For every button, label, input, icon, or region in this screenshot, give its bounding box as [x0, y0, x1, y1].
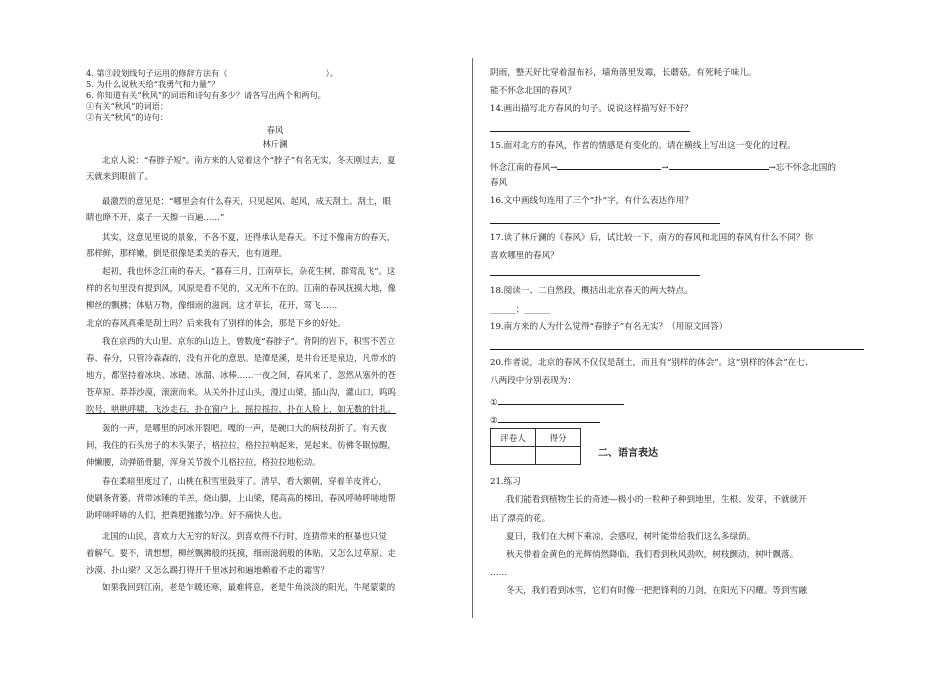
- question-19: 19.南方来的人为什么觉得“春脖子”有名无实？（用原文回答）: [490, 322, 728, 332]
- paragraph-1-line-1: 北京人说：“春脖子短”。南方来的人觉着这个“脖子”有名无实，冬天刚过去，夏: [102, 155, 396, 165]
- q21-ellipsis: ……: [490, 568, 508, 578]
- paragraph-8-line-2: 着解气。要不，请想想，柳丝飘拂般的抚摸，细雨滋润般的体贴，又怎么过草原、走: [86, 548, 396, 558]
- chain-mid: →: [661, 163, 669, 173]
- question-20-line-2: 八两段中分别表现为：: [490, 376, 576, 386]
- paragraph-7-line-1: 春在柔暗里度过了，山桃在积雪里鼓芽了。清早，看大额朝，穿着羊皮背心，: [102, 476, 387, 486]
- question-20-item-1: [490, 395, 624, 409]
- paragraph-4-line-2: 样的名句里没有提到风，风原是看不见的，又无所不在的。江南的春风抚摸大地，像: [86, 283, 396, 293]
- q21-paragraph-1-line-2: 出了漂亮的花。: [490, 514, 551, 524]
- q21-paragraph-5: 冬天，我们看到冰雪，它们有时像一把把锋利的刀剑，在阳光下闪耀。等到雪融: [506, 586, 807, 596]
- question-5: 5. 为什么说秋天给“我勇气和力量”？: [86, 79, 220, 89]
- article-title: 春风: [266, 125, 284, 135]
- paragraph-2-line-2: 睛也睁不开，桌子一天擦一百遍……”: [86, 212, 225, 222]
- question-17-line-1: 17.读了林斤澜的《春风》后，试比较一下，南方的春风和北国的春风有什么不同？你: [490, 233, 814, 243]
- continuation-line-1: 阴雨，整天好比穿着湿布衫，墙角落里发霉，长蘑菇，有死耗子味儿。: [490, 68, 757, 78]
- question-16: 16.文中画线句连用了三个“扑”字，有什么表达作用？: [490, 196, 693, 206]
- item-1-marker: ①: [490, 398, 498, 408]
- paragraph-5-line-5: 吹号，哄哄呼啸，飞沙走石，扑在窗户上，摇拉摇拉，扑在人脸上，如无数的针扎。: [86, 404, 396, 414]
- question-20-line-1: 20.作者说，北京的春风不仅仅是刮土，而且有“别样的体会”。这“别样的体会”在七、: [490, 358, 814, 368]
- paragraph-9-line-1: 如果我回到江南，老是乍暖还寒，最难将息，老是牛角淡淡的阳光，牛尾蒙蒙的: [102, 582, 396, 592]
- paragraph-6-line-1: 轰的一声，是哪里的河冰开裂吧。嘎的一声，是碗口大的病枝刮折了。有天夜: [102, 423, 387, 433]
- grader-cell[interactable]: [491, 447, 536, 465]
- paragraph-5-line-4: 苍草原、莽莽沙漠，滚滚而来。从关外扑过山头，漫过山梁，插山沟，灌山口，呜呜: [86, 387, 396, 397]
- paragraph-5-line-3: 地方，都坚持着冰块、冰碴、冰溜、冰棒……一夜之间，春风来了，忽然从塞外的苍: [86, 370, 396, 380]
- grader-table: [490, 428, 581, 465]
- paragraph-5-line-1: 我在京西的大山里、京东的山边上，曾数度“春脖子”。背阴的岩下，积雪不苦立: [102, 336, 396, 346]
- paragraph-6-line-3: 伸懒腰，动弹筋骨腿，浑身关节拨个儿格拉拉，格拉拉地松动。: [86, 457, 321, 467]
- q21-paragraph-1-line-1: 我们能看到植物生长的奇迹—极小的一粒种子种到地里，生根、发芽，不就就开: [506, 495, 807, 505]
- section-title: 二、语言表达: [598, 448, 658, 459]
- blank-15-2[interactable]: [669, 160, 769, 170]
- paragraph-8-line-3: 沙漠、扑山梁？又怎么踢打得开千里冰封和遍地赖着不走的霜雪？: [86, 565, 329, 575]
- question-4: 4. 第③段划线句子运用的修辞方法有（ ）。: [86, 68, 338, 78]
- paragraph-4-line-1: 起初，我也怀念江南的春天，“暮春三月，江南草长，杂花生树，群莺乱飞”。这: [102, 266, 396, 276]
- q21-paragraph-3: 秋天带着金黄色的光辉悄然降临。我们看到秋风劲吹，树枝颤动，树叶飘落。: [506, 550, 799, 560]
- blank-20-2[interactable]: [498, 413, 600, 423]
- question-6-words: ①有关“秋风”的词语：: [86, 101, 169, 111]
- paragraph-8-line-1: 北国的山民，喜欢力大无穷的好汉。到喜欢得不行时，连猜带来的枢暴也只觉: [102, 531, 387, 541]
- question-15: 15.面对北方的春风，作者的情感是有变化的。请在横线上写出这一变化的过程。: [490, 141, 796, 151]
- answer-line-19[interactable]: [490, 349, 864, 350]
- paragraph-6-line-2: 间，我住的石头房子的木头架子，格拉拉，格拉拉响起来，晃起来。仿佛冬眠惊醒，: [86, 440, 396, 450]
- question-6-poems: ②有关“秋风”的诗句：: [86, 112, 169, 122]
- paragraph-3-line-2: 那样鲜，那样嫩，倒是很像是柔美的春天，也有道理。: [86, 248, 287, 258]
- chain-start: 怀念江南的春风→: [490, 163, 558, 173]
- article-author: 林斤澜: [262, 139, 288, 149]
- question-6: 6. 你知道有关“秋风”的词语和诗句有多少？请各写出两个和两句。: [86, 90, 326, 100]
- question-14: 14.画出描写北方春风的句子。说说这样描写好不好？: [490, 104, 693, 114]
- question-18-answer[interactable]: ______；______: [490, 305, 551, 315]
- paragraph-4-end: 北京的春风真乘是刮土吗？后来我有了别样的体会，那是下乡的好处。: [86, 318, 346, 328]
- paragraph-5-line-2: 春、春分，只管冷森森的，没有开化的意思。是潭是溪，是井台还是泉边，凡带水的: [86, 353, 396, 363]
- chain-end: →忘不怀念北国的: [768, 163, 836, 173]
- paragraph-7-line-2: 使刷条背篓，背带冰锤的羊羔，烧山脚，上山梁，爬高高的梯田，春风呼哧呼哧地帮: [86, 493, 396, 503]
- item-2-marker: ②: [490, 416, 498, 426]
- question-17-line-2: 喜欢哪里的春风？: [490, 251, 559, 261]
- answer-line-17[interactable]: [490, 275, 700, 276]
- score-label: 得分: [536, 429, 581, 447]
- paragraph-7-line-3: 助呼哧呼哧的人们，把粪肥抛撒匀净。好不痛快人也。: [86, 510, 287, 520]
- continuation-line-2: 能不怀念北国的春风？: [490, 86, 576, 96]
- paragraph-2-line-1: 最激烈的意见是：“哪里会有什么春天，只见起风、起风，成天刮土、刮土，眼: [102, 196, 392, 206]
- q21-paragraph-2: 夏日，我们在大树下乘凉，会感叹，树叶能带给我们这么多绿荫。: [506, 532, 756, 542]
- question-20-item-2: [490, 413, 600, 427]
- blank-15-1[interactable]: [557, 160, 661, 170]
- score-cell[interactable]: [536, 447, 581, 465]
- question-15-chain: [490, 160, 836, 174]
- question-15-end: 春风: [490, 178, 508, 188]
- paragraph-3: 其实，这意见里说的景象，不各不夏，还得承认是春天。不过不像南方的春天，: [102, 232, 396, 242]
- paragraph-4-line-3: 柳丝的飘拂；体贴万物，像细雨的滋润。这才草长，花开，莺飞……: [86, 300, 338, 310]
- answer-line-16[interactable]: [490, 223, 720, 224]
- question-21: 21.练习: [490, 477, 521, 487]
- answer-line-14[interactable]: [490, 131, 690, 132]
- question-18: 18.阅读一、二自然段，概括出北京春天的两大特点。: [490, 286, 693, 296]
- paragraph-1-line-2: 天就来到眼前了。: [86, 171, 153, 181]
- blank-20-1[interactable]: [498, 395, 624, 405]
- grader-label: 评卷人: [491, 429, 536, 447]
- column-divider: [472, 58, 473, 618]
